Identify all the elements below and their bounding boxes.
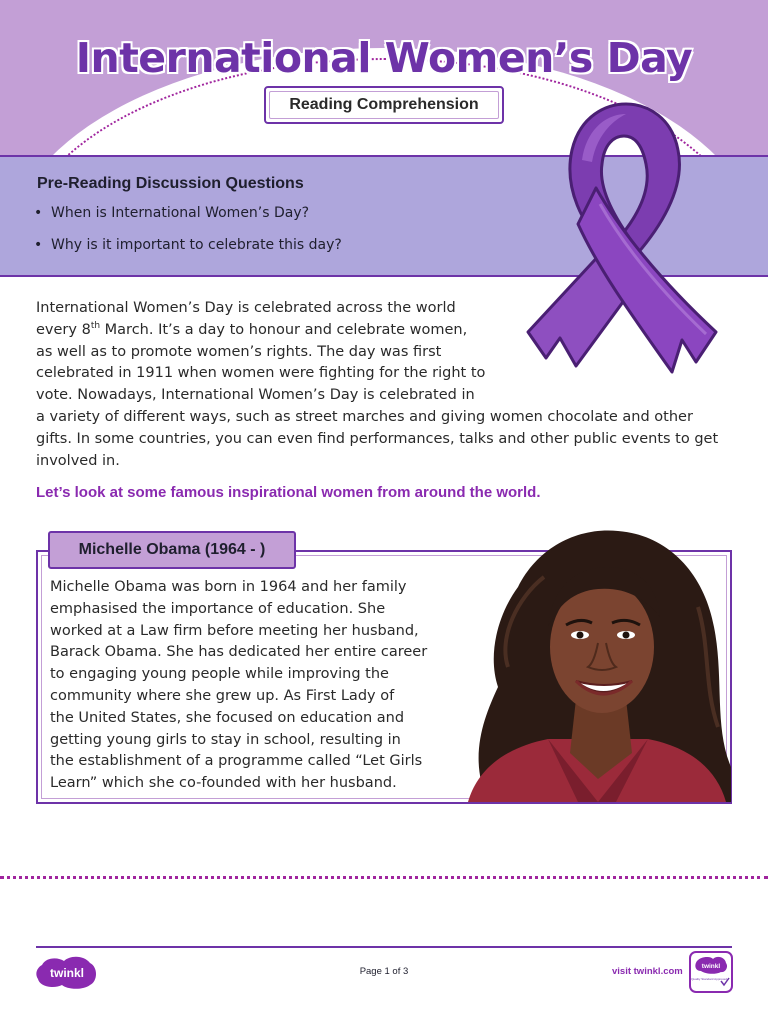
svg-text:twinkl: twinkl	[49, 966, 85, 980]
page-title: International Women’s Day	[75, 34, 693, 82]
svg-text:Quality Standard Approved: Quality Standard Approved	[691, 977, 727, 981]
bio-line: the United States, she focused on education and	[50, 709, 405, 726]
bio-line: emphasised the importance of education. She	[50, 600, 386, 617]
intro-line: celebrated in 1911 when women were fighting for the right to	[36, 365, 486, 382]
bullet: •	[34, 237, 43, 253]
pre-reading-heading: Pre-Reading Discussion Questions	[37, 175, 304, 192]
bio-line: to engaging young people while improving the	[50, 666, 389, 683]
quality-badge-icon	[689, 951, 733, 993]
bio-line: Barack Obama. She has dedicated her entire career	[50, 644, 428, 661]
lead-in-text: Let’s look at some famous inspirational women from around the world.	[36, 484, 541, 501]
question-list	[34, 205, 342, 269]
dotted-divider	[0, 876, 768, 879]
page-number: Page 1 of 3	[359, 966, 409, 977]
intro-line: a variety of different ways, such as street marches and giving women chocolate and other	[36, 408, 693, 425]
subtitle-box	[264, 86, 504, 124]
intro-paragraph	[36, 298, 736, 472]
bio-line: worked at a Law firm before meeting her husband,	[50, 622, 419, 639]
list-item	[34, 205, 342, 237]
bio-line: Michelle Obama was born in 1964 and her family	[50, 579, 407, 595]
bio-line: the establishment of a programme called “Let Girls	[50, 753, 423, 770]
svg-text:twinkl: twinkl	[701, 963, 721, 970]
visit-link[interactable]: visit twinkl.com	[612, 966, 683, 977]
footer-rule	[36, 946, 732, 948]
intro-line: involved in.	[36, 452, 120, 469]
question-text: When is International Women’s Day?	[51, 205, 310, 221]
bullet: •	[34, 205, 43, 221]
intro-line: International Women’s Day is celebrated across the world	[36, 300, 456, 316]
bio-line: getting young girls to stay in school, resulting in	[50, 731, 401, 748]
list-item	[34, 237, 342, 269]
subtitle: Reading Comprehension	[289, 96, 479, 113]
profile-bio	[50, 577, 450, 795]
intro-line: every 8th March. It’s a day to honour and celebrate women,	[36, 320, 468, 338]
intro-line: vote. Nowadays, International Women’s Day is celebrated in	[36, 387, 475, 404]
portrait-illustration	[448, 517, 731, 802]
profile-name: Michelle Obama (1964 - )	[78, 541, 266, 558]
intro-line: as well as to promote women’s rights. The day was first	[36, 343, 442, 360]
question-text: Why is it important to celebrate this day?	[51, 237, 342, 253]
profile-name-tag	[48, 531, 296, 569]
intro-line: gifts. In some countries, you can even find performances, talks and other public events to get	[36, 430, 719, 447]
bio-line: Learn” which she co-founded with her husband.	[50, 775, 397, 792]
bio-line: community where she grew up. As First Lady of	[50, 687, 395, 704]
